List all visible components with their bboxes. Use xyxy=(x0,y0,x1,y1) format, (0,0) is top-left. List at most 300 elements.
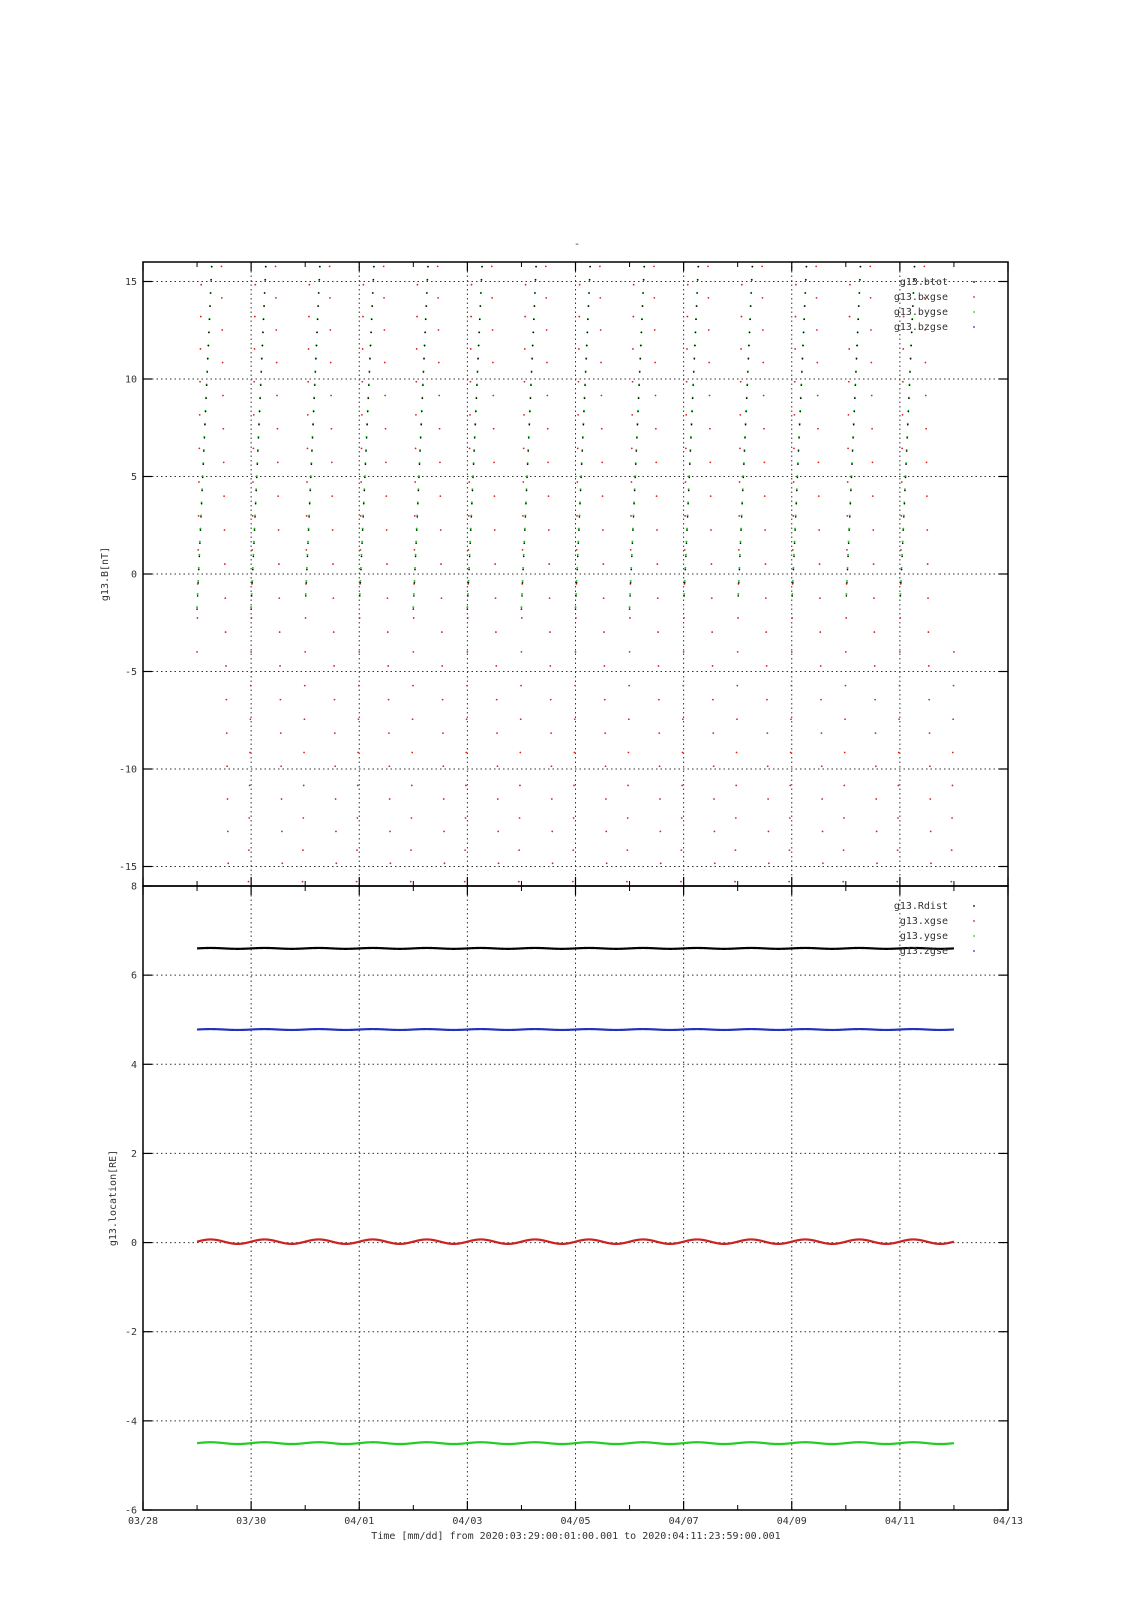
data-point xyxy=(545,265,547,267)
data-point xyxy=(252,447,254,449)
data-point xyxy=(552,862,554,864)
data-point xyxy=(797,463,799,465)
data-point xyxy=(790,718,792,720)
data-point xyxy=(697,279,699,281)
data-point xyxy=(442,765,444,767)
data-point xyxy=(798,450,800,452)
data-point xyxy=(470,348,472,350)
data-point xyxy=(842,881,844,883)
data-point xyxy=(277,461,279,463)
data-point xyxy=(369,358,371,360)
data-point xyxy=(604,665,606,667)
data-point xyxy=(576,567,578,569)
data-point xyxy=(386,529,388,531)
data-point xyxy=(804,305,806,307)
data-point xyxy=(630,569,632,571)
data-point xyxy=(307,414,309,416)
data-point xyxy=(329,265,331,267)
data-point xyxy=(276,395,278,397)
data-point xyxy=(526,477,528,479)
data-point xyxy=(795,316,797,318)
data-point xyxy=(685,554,687,556)
data-point xyxy=(334,732,336,734)
data-point xyxy=(309,490,311,492)
data-point xyxy=(468,569,470,571)
data-point xyxy=(308,284,310,286)
data-point xyxy=(897,785,899,787)
data-point xyxy=(496,732,498,734)
data-point xyxy=(198,567,200,569)
data-point xyxy=(740,542,742,544)
data-point xyxy=(472,490,474,492)
top-legend xyxy=(894,277,975,333)
data-point xyxy=(901,567,903,569)
data-point xyxy=(709,428,711,430)
data-point xyxy=(643,266,645,268)
data-point xyxy=(364,477,366,479)
data-point xyxy=(227,798,229,800)
data-point xyxy=(249,785,251,787)
data-point xyxy=(437,265,439,267)
data-point xyxy=(414,481,416,483)
legend-mark-zgse xyxy=(973,950,975,952)
data-point xyxy=(605,798,607,800)
data-point xyxy=(253,414,255,416)
data-point xyxy=(903,516,905,518)
data-point xyxy=(923,265,925,267)
data-point xyxy=(627,785,629,787)
data-point xyxy=(631,481,633,483)
data-point xyxy=(225,665,227,667)
data-point xyxy=(329,329,331,331)
data-point xyxy=(309,503,311,505)
data-point xyxy=(415,541,417,543)
data-point xyxy=(416,348,418,350)
data-point xyxy=(847,554,849,556)
data-point xyxy=(767,798,769,800)
data-point xyxy=(525,503,527,505)
data-point xyxy=(737,595,739,597)
data-point xyxy=(472,477,474,479)
data-point xyxy=(691,411,693,413)
data-point xyxy=(793,569,795,571)
legend-mark-ygse xyxy=(973,935,975,937)
data-point xyxy=(200,316,202,318)
data-point xyxy=(249,752,251,754)
data-point xyxy=(910,345,912,347)
data-point xyxy=(695,319,697,321)
series-line xyxy=(197,948,954,949)
data-point xyxy=(585,358,587,360)
data-point xyxy=(225,699,227,701)
data-point xyxy=(250,606,252,608)
data-point xyxy=(600,329,602,331)
data-point xyxy=(303,785,305,787)
data-point xyxy=(280,732,282,734)
data-point xyxy=(306,582,308,584)
data-point xyxy=(414,567,416,569)
data-point xyxy=(687,503,689,505)
data-point xyxy=(819,631,821,633)
data-point xyxy=(441,665,443,667)
data-point xyxy=(304,651,306,653)
data-point xyxy=(801,384,803,386)
data-point xyxy=(199,541,201,543)
data-point xyxy=(789,785,791,787)
data-point xyxy=(200,348,202,350)
data-point xyxy=(318,292,320,294)
data-point xyxy=(578,381,580,383)
data-point xyxy=(696,292,698,294)
data-point xyxy=(858,305,860,307)
data-point xyxy=(494,563,496,565)
data-point xyxy=(533,319,535,321)
data-point xyxy=(848,542,850,544)
top-y-axis-label: g13.B[nT] xyxy=(100,546,111,602)
data-point xyxy=(550,732,552,734)
data-point xyxy=(844,718,846,720)
data-point xyxy=(361,414,363,416)
data-point xyxy=(199,381,201,383)
data-point xyxy=(248,881,250,883)
data-point xyxy=(901,556,903,558)
data-point xyxy=(739,414,741,416)
data-point xyxy=(252,515,254,517)
data-point xyxy=(412,685,414,687)
data-point xyxy=(261,358,263,360)
data-point xyxy=(928,699,930,701)
data-point xyxy=(315,371,317,373)
data-point xyxy=(551,765,553,767)
data-point xyxy=(820,699,822,701)
legend-mark-bygse xyxy=(973,311,975,313)
data-point xyxy=(803,332,805,334)
data-point xyxy=(899,685,901,687)
data-point xyxy=(468,515,470,517)
data-point xyxy=(523,542,525,544)
data-point xyxy=(712,732,714,734)
x-tick-label: 04/05 xyxy=(560,1516,591,1527)
data-point xyxy=(642,305,644,307)
data-point xyxy=(901,481,903,483)
data-point xyxy=(546,329,548,331)
data-point xyxy=(225,631,227,633)
data-point xyxy=(416,516,418,518)
data-point xyxy=(308,316,310,318)
data-point xyxy=(688,490,690,492)
data-point xyxy=(316,332,318,334)
data-point xyxy=(263,305,265,307)
data-point xyxy=(694,345,696,347)
data-point xyxy=(365,450,367,452)
data-point xyxy=(583,411,585,413)
data-point xyxy=(850,503,852,505)
data-point xyxy=(518,849,520,851)
data-point xyxy=(659,831,661,833)
y-tick-label: 8 xyxy=(130,881,137,893)
data-point xyxy=(439,495,441,497)
data-point xyxy=(493,428,495,430)
data-point xyxy=(794,381,796,383)
data-point xyxy=(248,817,250,819)
data-point xyxy=(535,266,537,268)
data-point xyxy=(680,881,682,883)
data-point xyxy=(637,424,639,426)
data-point xyxy=(746,398,748,400)
data-point xyxy=(427,266,429,268)
data-point xyxy=(413,580,415,582)
data-point xyxy=(357,785,359,787)
data-point xyxy=(681,785,683,787)
data-point xyxy=(254,348,256,350)
data-point xyxy=(793,554,795,556)
data-point xyxy=(198,569,200,571)
data-point xyxy=(498,862,500,864)
data-point xyxy=(744,437,746,439)
data-point xyxy=(795,516,797,518)
data-point xyxy=(629,593,631,595)
data-point xyxy=(522,515,524,517)
data-point xyxy=(311,463,313,465)
data-point xyxy=(638,384,640,386)
data-point xyxy=(765,631,767,633)
data-point xyxy=(586,345,588,347)
data-point xyxy=(334,699,336,701)
data-point xyxy=(332,597,334,599)
data-point xyxy=(795,503,797,505)
data-point xyxy=(926,461,928,463)
data-point xyxy=(364,490,366,492)
data-point xyxy=(421,411,423,413)
data-point xyxy=(587,332,589,334)
data-point xyxy=(902,541,904,543)
x-tick-label: 04/01 xyxy=(344,1516,375,1527)
data-point xyxy=(256,477,258,479)
data-point xyxy=(477,358,479,360)
data-point xyxy=(259,398,261,400)
data-point xyxy=(901,554,903,556)
data-point xyxy=(443,798,445,800)
panel-magnetic-field xyxy=(100,262,1008,886)
data-point xyxy=(629,608,631,610)
legend-entry-bzgse: g13.bzgse xyxy=(893,322,948,333)
data-point xyxy=(748,345,750,347)
data-point xyxy=(491,297,493,299)
data-point xyxy=(481,266,483,268)
data-point xyxy=(846,580,848,582)
data-point xyxy=(856,358,858,360)
data-point xyxy=(526,490,528,492)
data-point xyxy=(441,597,443,599)
data-point xyxy=(599,265,601,267)
data-point xyxy=(690,437,692,439)
data-point xyxy=(361,554,363,556)
data-point xyxy=(335,862,337,864)
data-point xyxy=(443,831,445,833)
data-point xyxy=(522,481,524,483)
data-point xyxy=(302,849,304,851)
data-point xyxy=(602,495,604,497)
data-point xyxy=(414,515,416,517)
data-point xyxy=(334,765,336,767)
data-point xyxy=(711,631,713,633)
data-point xyxy=(741,516,743,518)
data-point xyxy=(953,651,955,653)
data-point xyxy=(466,651,468,653)
data-point xyxy=(469,542,471,544)
data-point xyxy=(254,284,256,286)
data-point xyxy=(527,463,529,465)
data-point xyxy=(390,862,392,864)
data-point xyxy=(631,447,633,449)
data-point xyxy=(852,437,854,439)
data-point xyxy=(875,732,877,734)
data-point xyxy=(264,279,266,281)
data-point xyxy=(794,542,796,544)
data-point xyxy=(741,316,743,318)
data-point xyxy=(356,849,358,851)
y-tick-label: 6 xyxy=(130,970,137,982)
data-point xyxy=(534,292,536,294)
data-point xyxy=(329,297,331,299)
data-point xyxy=(585,371,587,373)
data-point xyxy=(523,554,525,556)
data-point xyxy=(632,529,634,531)
data-point xyxy=(523,447,525,449)
legend-mark-btot xyxy=(973,281,975,283)
data-point xyxy=(763,428,765,430)
data-point xyxy=(575,606,577,608)
data-point xyxy=(257,463,259,465)
data-point xyxy=(521,595,523,597)
data-point xyxy=(856,345,858,347)
data-point xyxy=(599,297,601,299)
data-point xyxy=(302,817,304,819)
data-point xyxy=(847,569,849,571)
data-point xyxy=(470,316,472,318)
top-series-bygse xyxy=(196,266,915,609)
legend-entry-xgse: g13.xgse xyxy=(899,916,948,927)
y-tick-label: -4 xyxy=(124,1416,137,1428)
data-point xyxy=(860,266,862,268)
data-point xyxy=(795,284,797,286)
data-point xyxy=(799,411,801,413)
data-point xyxy=(410,849,412,851)
data-point xyxy=(222,362,224,364)
data-point xyxy=(442,732,444,734)
data-point xyxy=(794,348,796,350)
data-point xyxy=(911,319,913,321)
data-point xyxy=(199,414,201,416)
data-point xyxy=(589,279,591,281)
data-point xyxy=(859,279,861,281)
data-point xyxy=(384,329,386,331)
data-point xyxy=(573,785,575,787)
data-point xyxy=(927,597,929,599)
data-point xyxy=(908,411,910,413)
data-point xyxy=(765,563,767,565)
data-point xyxy=(692,384,694,386)
data-point xyxy=(548,529,550,531)
data-point xyxy=(656,529,658,531)
data-point xyxy=(818,461,820,463)
data-point xyxy=(896,881,898,883)
data-point xyxy=(686,316,688,318)
data-point xyxy=(696,305,698,307)
data-point xyxy=(417,503,419,505)
data-point xyxy=(525,516,527,518)
data-point xyxy=(210,292,212,294)
data-point xyxy=(314,384,316,386)
data-point xyxy=(223,495,225,497)
data-point xyxy=(743,463,745,465)
data-point xyxy=(764,529,766,531)
data-point xyxy=(523,556,525,558)
data-point xyxy=(846,595,848,597)
data-point xyxy=(855,371,857,373)
data-point xyxy=(845,617,847,619)
data-point xyxy=(821,732,823,734)
data-point xyxy=(280,699,282,701)
data-point xyxy=(524,348,526,350)
data-point xyxy=(739,447,741,449)
data-point xyxy=(250,651,252,653)
data-point xyxy=(251,582,253,584)
data-point xyxy=(898,718,900,720)
data-point xyxy=(628,685,630,687)
data-point xyxy=(465,785,467,787)
data-point xyxy=(792,580,794,582)
data-point xyxy=(359,595,361,597)
data-point xyxy=(424,332,426,334)
title-mark: - xyxy=(573,239,581,250)
data-point xyxy=(254,316,256,318)
data-point xyxy=(250,608,252,610)
data-point xyxy=(306,515,308,517)
data-point xyxy=(634,477,636,479)
data-point xyxy=(426,292,428,294)
data-point xyxy=(495,597,497,599)
data-point xyxy=(422,384,424,386)
data-point xyxy=(280,765,282,767)
data-point xyxy=(366,437,368,439)
data-point xyxy=(872,495,874,497)
y-tick-label: 0 xyxy=(130,569,137,581)
data-point xyxy=(361,556,363,558)
data-point xyxy=(411,785,413,787)
data-point xyxy=(929,765,931,767)
data-point xyxy=(761,265,763,267)
data-point xyxy=(312,437,314,439)
data-point xyxy=(579,503,581,505)
data-point xyxy=(642,292,644,294)
data-point xyxy=(869,265,871,267)
data-point xyxy=(304,718,306,720)
data-point xyxy=(546,395,548,397)
data-point xyxy=(794,529,796,531)
data-point xyxy=(789,817,791,819)
data-point xyxy=(747,371,749,373)
data-point xyxy=(819,563,821,565)
data-point xyxy=(362,529,364,531)
data-point xyxy=(682,752,684,754)
data-point xyxy=(659,798,661,800)
data-point xyxy=(200,284,202,286)
data-point xyxy=(521,651,523,653)
x-tick-label: 04/09 xyxy=(776,1516,807,1527)
data-point xyxy=(310,477,312,479)
data-point xyxy=(900,549,902,551)
